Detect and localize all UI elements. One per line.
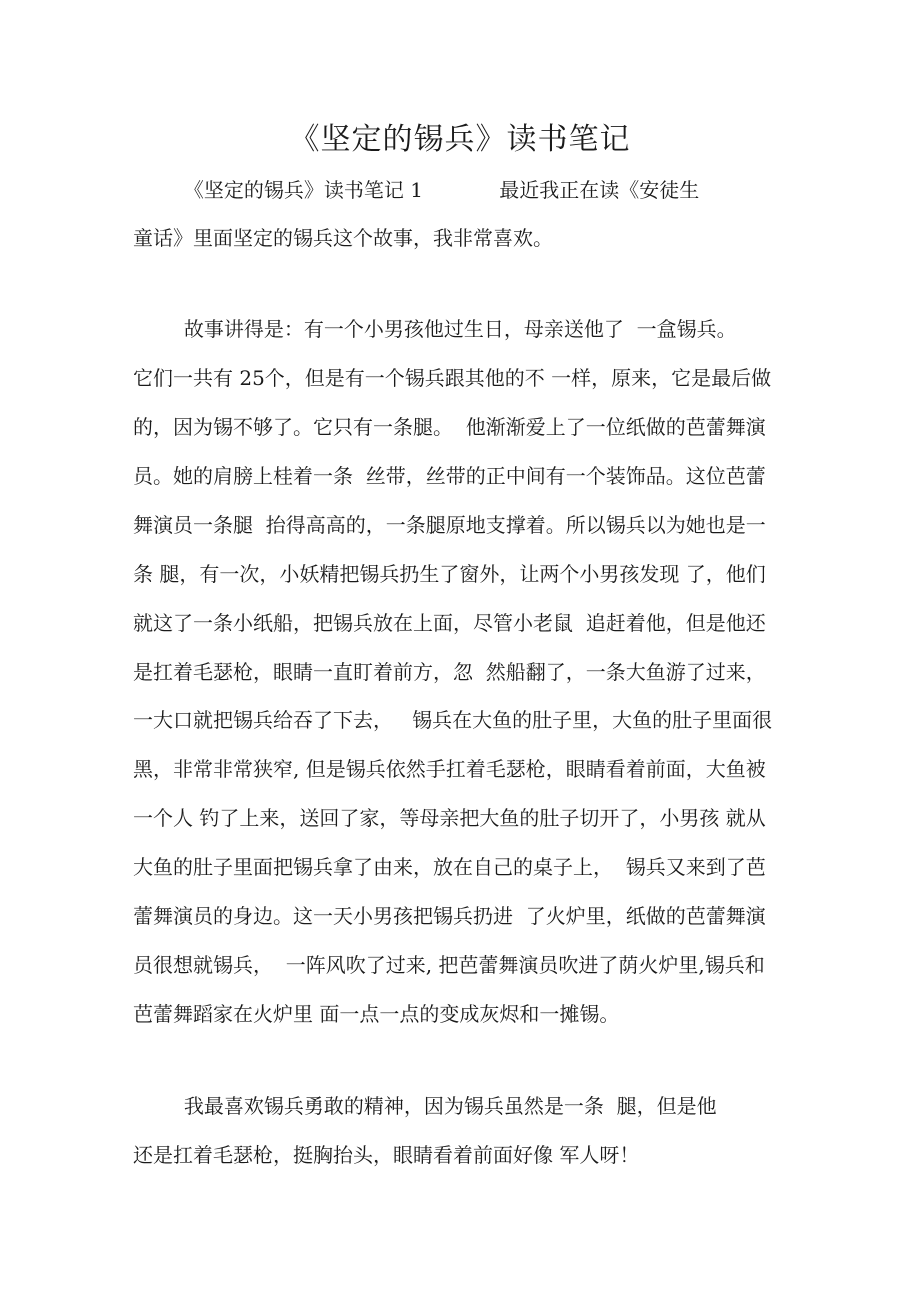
paragraph-line: 故事讲得是：有一个小男孩他过生日，母亲送他了 一盒锡兵。 <box>133 317 737 341</box>
paragraph-line: 大鱼的肚子里面把锡兵拿了由来，放在自己的桌子上， 锡兵又来到了芭 <box>133 855 766 879</box>
paragraph-line: 员。她的肩膀上桂着一条 丝带，丝带的正中间有一个装饰品。这位芭蕾 <box>133 464 766 488</box>
paragraph-line: 条 腿，有一次，小妖精把锡兵扔生了窗外，让两个小男孩发现 了，他们 <box>133 562 766 586</box>
paragraph-line: 蕾舞演员的身边。这一天小男孩把锡兵扔进 了火炉里，纸做的芭蕾舞演 <box>133 904 766 928</box>
subtitle-line: 童话》里面坚定的锡兵这个故事，我非常喜欢。 <box>133 226 553 250</box>
paragraph-line: 芭蕾舞蹈家在火炉里 面一点一点的变成灰烬和一摊锡。 <box>133 1002 620 1026</box>
paragraph-line: 的，因为锡不够了。它只有一条腿。 他渐渐爱上了一位纸做的芭蕾舞演 <box>133 415 766 439</box>
paragraph-line: 还是扛着毛瑟枪，挺胸抬头，眼睛看着前面好像 军人呀！ <box>133 1143 640 1167</box>
subtitle-line: 《坚定的锡兵》读书笔记 1 最近我正在读《安徒生 <box>133 178 700 202</box>
paragraph-line: 一大口就把锡兵给吞了下去， 锡兵在大鱼的肚子里，大鱼的肚子里面很 <box>133 708 773 732</box>
paragraph-line: 舞演员一条腿 抬得高高的，一条腿原地支撑着。所以锡兵以为她也是一 <box>133 513 766 537</box>
paragraph-line: 它们一共有 25个，但是有一个锡兵跟其他的不 一样，原来，它是最后做 <box>133 366 772 390</box>
paragraph-line: 一个人 钓了上来，送回了家，等母亲把大鱼的肚子切开了，小男孩 就从 <box>133 806 766 830</box>
paragraph-line: 是扛着毛瑟枪，眼睛一直盯着前方，忽 然船翻了，一条大鱼游了过来， <box>133 660 766 684</box>
paragraph-line: 黑，非常非常狭窄, 但是锡兵依然手扛着毛瑟枪，眼睛看着前面，大鱼被 <box>133 757 766 781</box>
paragraph-line: 员很想就锡兵， 一阵风吹了过来, 把芭蕾舞演员吹进了荫火炉里,锡兵和 <box>133 953 765 977</box>
document-title: 《坚定的锡兵》读书笔记 <box>289 122 631 157</box>
paragraph-line: 我最喜欢锡兵勇敢的精神，因为锡兵虽然是一条 腿，但是他 <box>133 1094 717 1118</box>
paragraph-line: 就这了一条小纸船，把锡兵放在上面，尽管小老鼠 追赶着他，但是他还 <box>133 611 766 635</box>
